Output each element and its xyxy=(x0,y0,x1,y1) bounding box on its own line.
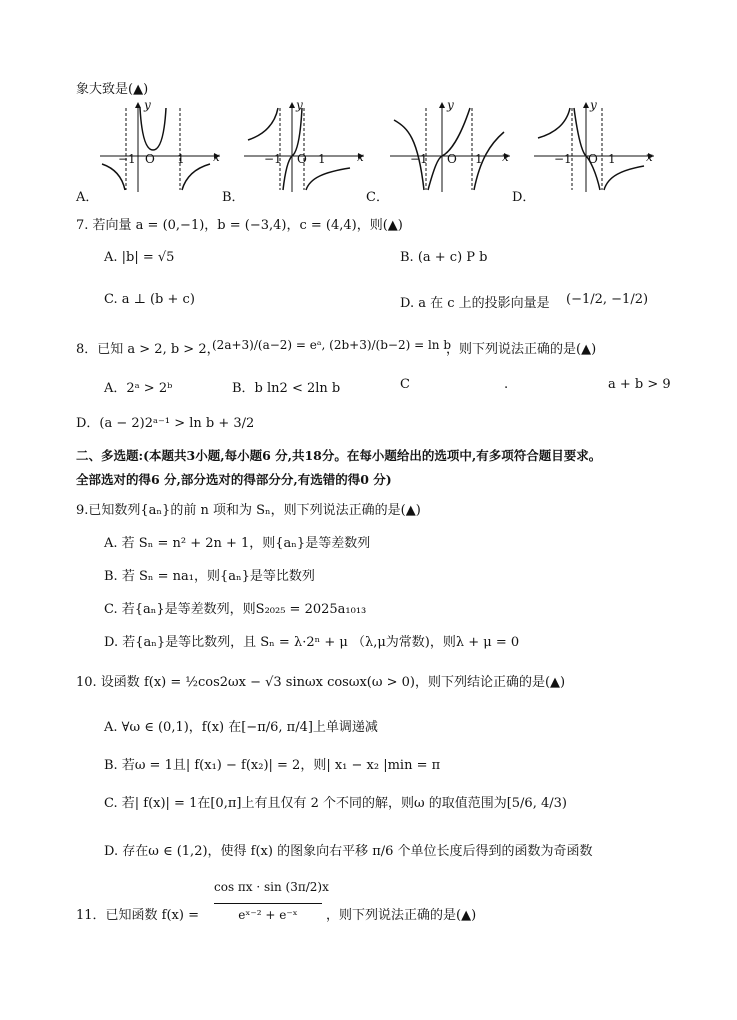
graph-c-neg-one: −1 xyxy=(410,152,428,166)
graph-a-x-label: x xyxy=(213,150,220,164)
q11-denominator: eˣ⁻² + e⁻ˣ xyxy=(238,908,298,922)
graph-b-one: 1 xyxy=(318,152,326,166)
q10-option-a: A. ∀ω ∈ (0,1)，f(x) 在[−π/6, π/4]上单调递减 xyxy=(104,720,378,735)
graph-d-label: D． xyxy=(512,190,536,205)
q9-option-b: B. 若 Sₙ = na₁，则{aₙ}是等比数列 xyxy=(104,569,315,584)
graph-c xyxy=(386,98,516,194)
graph-a-y-label: y xyxy=(144,98,151,112)
graph-b-label: B． xyxy=(222,190,245,205)
q10-stem: 10. 设函数 f(x) = ½cos2ωx − √3 sinωx cosωx(ω > 0)，则下列结论正确的是(▲) xyxy=(76,675,566,690)
graph-d-x-label: x xyxy=(646,150,653,164)
q8-option-d: D．(a − 2)2ᵃ⁻¹ > ln b + 3/2 xyxy=(76,416,255,431)
graph-a xyxy=(96,98,226,194)
section2-heading-line1: 二、多选题:(本题共3小题,每小题6 分,共18分。在每小题给出的选项中,有多项符合题目要求。 xyxy=(76,448,602,463)
graph-b-x-label: x xyxy=(357,150,364,164)
graph-b xyxy=(240,98,370,194)
q8-stem-equations: (2a+3)/(a−2) = eᵃ, (2b+3)/(b−2) = ln b xyxy=(212,338,452,352)
graph-b-y-label: y xyxy=(296,98,303,112)
graph-d xyxy=(530,98,660,194)
graph-d-origin: O xyxy=(588,152,598,166)
graph-b-neg-one: −1 xyxy=(264,152,282,166)
q11-stem-suffix: ，则下列说法正确的是(▲) xyxy=(326,908,477,923)
graph-c-one: 1 xyxy=(475,152,483,166)
q10-option-c: C. 若| f(x)| = 1在[0,π]上有且仅有 2 个不同的解，则ω 的取值范围为[5/6, 4/3) xyxy=(104,796,567,811)
graph-c-label: C． xyxy=(366,190,389,205)
graph-a-origin: O xyxy=(145,152,155,166)
q11-numerator: cos πx · sin (3π/2)x xyxy=(214,880,329,894)
q7-option-a: A. |b| = √5 xyxy=(104,250,175,265)
graph-a-one: 1 xyxy=(177,152,185,166)
q8-option-a: A．2ᵃ > 2ᵇ xyxy=(104,381,173,396)
q9-stem: 9.已知数列{aₙ}的前 n 项和为 Sₙ，则下列说法正确的是(▲) xyxy=(76,503,421,518)
graph-d-neg-one: −1 xyxy=(554,152,572,166)
q7-option-c: C. a ⊥ (b + c) xyxy=(104,292,195,307)
q7-option-b: B. (a + c) P b xyxy=(400,250,488,265)
q8-option-c-dot: . xyxy=(504,377,509,392)
q11-stem-prefix: 11．已知函数 f(x) = xyxy=(76,908,199,923)
intro-line: 象大致是(▲) xyxy=(76,82,149,97)
graph-c-x-label: x xyxy=(502,150,509,164)
graph-c-y-label: y xyxy=(447,98,454,112)
q10-option-d: D. 存在ω ∈ (1,2)，使得 f(x) 的图象向右平移 π/6 个单位长度后得到的函数为奇函数 xyxy=(104,844,593,859)
q8-stem-prefix: 8．已知 a > 2, b > 2， xyxy=(76,342,220,357)
q10-option-b: B. 若ω = 1且| f(x₁) − f(x₂)| = 2，则| x₁ − x₂ |min = π xyxy=(104,758,441,773)
q8-option-b: B．b ln2 < 2ln b xyxy=(232,381,341,396)
q7-stem: 7. 若向量 a = (0,−1)，b = (−3,4)，c = (4,4)，则(▲) xyxy=(76,218,403,233)
q8-stem-suffix: ，则下列说法正确的是(▲) xyxy=(446,342,597,357)
q11-fraction-bar xyxy=(214,903,322,904)
q8-option-c-value: a + b > 9 xyxy=(608,377,671,392)
q7-option-d-prefix: D. a 在 c 上的投影向量是 xyxy=(400,296,550,311)
graph-c-origin: O xyxy=(447,152,457,166)
q9-option-a: A. 若 Sₙ = n² + 2n + 1，则{aₙ}是等差数列 xyxy=(104,536,371,551)
q7-option-d-value: (−1/2, −1/2) xyxy=(566,292,649,307)
graph-d-one: 1 xyxy=(608,152,616,166)
graph-d-y-label: y xyxy=(590,98,597,112)
q8-option-c: C xyxy=(400,377,410,392)
graph-a-label: A． xyxy=(76,190,99,205)
graph-a-neg-one: −1 xyxy=(118,152,136,166)
q9-option-d: D. 若{aₙ}是等比数列，且 Sₙ = λ·2ⁿ + μ （λ,μ为常数)，则λ + μ = 0 xyxy=(104,635,520,650)
graph-b-origin: O xyxy=(297,152,307,166)
section2-heading-line2: 全部选对的得6 分,部分选对的得部分分,有选错的得0 分) xyxy=(76,472,392,487)
q9-option-c: C. 若{aₙ}是等差数列，则S₂₀₂₅ = 2025a₁₀₁₃ xyxy=(104,602,367,617)
